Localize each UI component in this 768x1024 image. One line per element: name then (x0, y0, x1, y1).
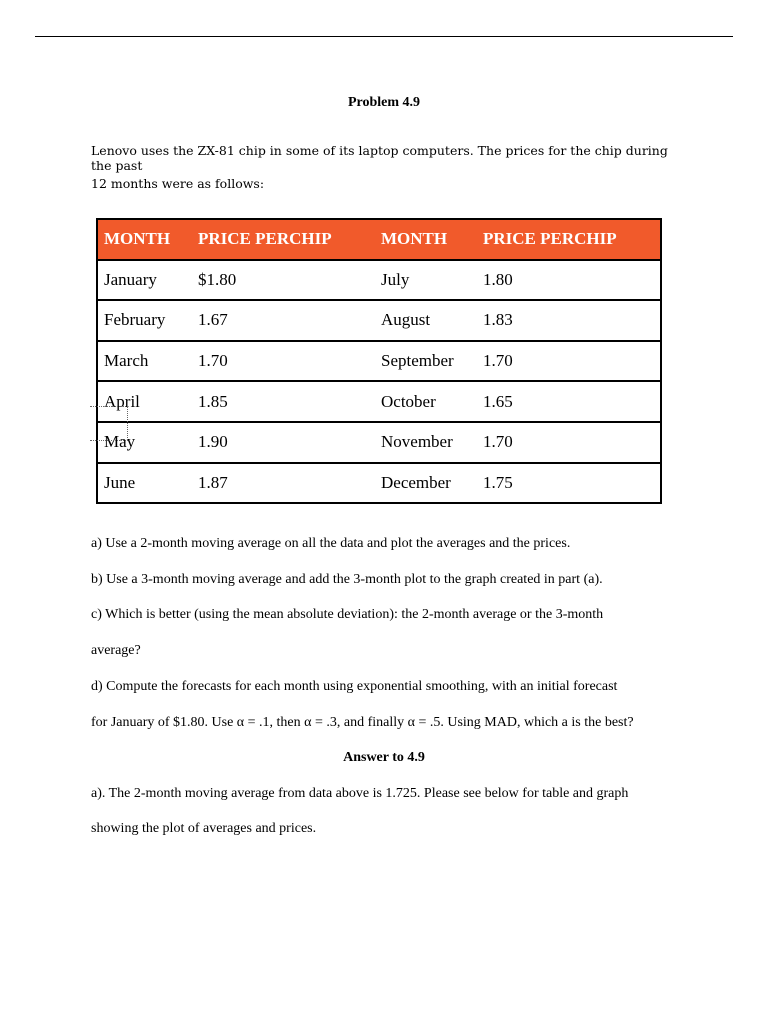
month-cell: February (97, 300, 192, 341)
price-cell: 1.70 (477, 422, 661, 463)
price-cell: 1.90 (192, 422, 375, 463)
table-row (97, 381, 661, 422)
month-cell: July (375, 260, 477, 301)
answer-line-1: a). The 2-month moving average from data above is 1.725. Please see below for table and graph (91, 786, 629, 801)
price-cell: 1.67 (192, 300, 375, 341)
month-cell: January (97, 260, 192, 301)
question-b: b) Use a 3-month moving average and add the 3-month plot to the graph created in part (a). (91, 572, 603, 587)
question-c-line-1: c) Which is better (using the mean absolute deviation): the 2-month average or the 3-month (91, 607, 604, 622)
answer-line-2: showing the plot of averages and prices. (91, 821, 317, 836)
table-row (97, 341, 661, 382)
price-table (96, 218, 662, 504)
question-a: a) Use a 2-month moving average on all the data and plot the averages and the prices. (91, 536, 571, 551)
price-cell: 1.83 (477, 300, 661, 341)
header-price-1: PRICE PERCHIP (192, 219, 375, 260)
intro-line-1: Lenovo uses the ZX-81 chip in some of its laptop computers. The prices for the chip during the past (91, 143, 668, 173)
month-cell: December (375, 463, 477, 504)
price-cell: 1.85 (192, 381, 375, 422)
question-c-line-2: average? (91, 643, 141, 658)
month-cell: November (375, 422, 477, 463)
intro-line-2: 12 months were as follows: (91, 176, 265, 191)
month-cell: March (97, 341, 192, 382)
dotted-mark (90, 406, 128, 407)
table-row (97, 422, 661, 463)
table-row (97, 300, 661, 341)
price-cell: 1.80 (477, 260, 661, 301)
price-cell: 1.65 (477, 381, 661, 422)
answer-title: Answer to 4.9 (343, 750, 425, 765)
table-row (97, 260, 661, 301)
month-cell: May (97, 422, 192, 463)
table-row (97, 463, 661, 504)
dotted-mark (90, 440, 128, 441)
dotted-mark (127, 406, 128, 440)
price-cell: 1.75 (477, 463, 661, 504)
price-table-header-row (97, 219, 661, 260)
price-cell: 1.70 (477, 341, 661, 382)
question-d-line-1: d) Compute the forecasts for each month using exponential smoothing, with an initial forecast (91, 679, 618, 694)
month-cell: April (97, 381, 192, 422)
price-cell: $1.80 (192, 260, 375, 301)
header-month-1: MONTH (97, 219, 192, 260)
header-price-2: PRICE PERCHIP (477, 219, 661, 260)
month-cell: September (375, 341, 477, 382)
top-rule (35, 36, 733, 37)
month-cell: August (375, 300, 477, 341)
price-cell: 1.70 (192, 341, 375, 382)
question-d-line-2: for January of $1.80. Use α = .1, then α = .3, and finally α = .5. Using MAD, which a is the best? (91, 715, 634, 730)
price-cell: 1.87 (192, 463, 375, 504)
problem-title: Problem 4.9 (347, 95, 421, 110)
month-cell: October (375, 381, 477, 422)
header-month-2: MONTH (375, 219, 477, 260)
month-cell: June (97, 463, 192, 504)
